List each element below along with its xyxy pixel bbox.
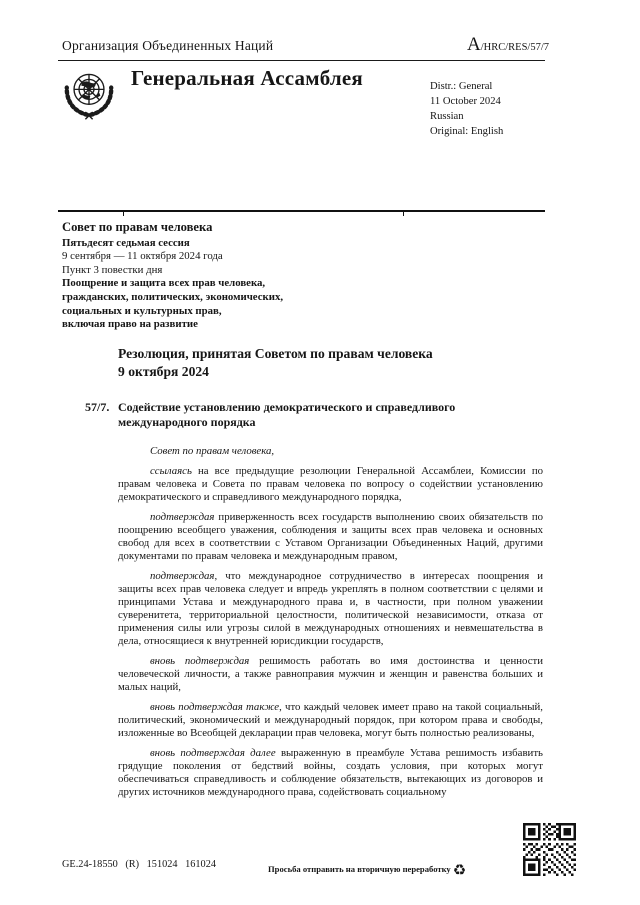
resolution-title-line: Резолюция, принятая Советом по правам человека [118,346,433,361]
distr-block [430,79,503,139]
resolution-number: 57/7. [85,400,110,414]
paragraph-lead: вновь подтверждая [150,655,250,668]
doc-symbol [467,34,549,56]
council-name: Совет по правам человека [62,220,213,234]
preambular-paragraph [118,747,543,799]
distr-language: Russian [430,111,464,122]
un-emblem-icon [60,64,118,122]
doc-symbol-letter: A [467,34,481,55]
distr-line: Distr.: General [430,81,493,92]
paragraph-text: решимость работать во имя достоинства и ценности человеческой личности, а также равноправия мужчин и женщин и равенства больших и малых наций, [118,655,543,694]
preambular-paragraph [118,701,543,740]
rule-tick [403,212,404,216]
resolution-heading: Содействие установлению демократического и справедливого международного порядка [118,400,456,430]
resolution-title [118,345,548,380]
resolution-title-line: 9 октября 2024 [118,363,209,379]
paragraph-text: , что каждый человек имеет право на такой социальный, политический, экономический и международный порядок, при котором права и свободы, изложенные во Всеобщей декларации прав человека, могут быть полностью реализованы, [118,701,543,740]
agenda-item: Пункт 3 повестки дня [62,263,163,276]
footer-reference: GE.24-18550 (R) 151024 161024 [62,859,216,870]
recycle-icon: ♻ [452,861,467,879]
assembly-title: Генеральная Ассамблея [131,66,363,90]
paragraph-text: приверженность всех государств выполнению своих обязательств по поощрению всеобщего уважения, соблюдения и защиты всех прав человека и основных свобод для всех в соответствии с Уставом Организации Объединенных Наций, другими документами по правам человека и международным правом, [118,511,543,563]
paragraph-lead: подтверждая [150,570,215,583]
agenda-title-line: гражданских, политических, экономических, [62,290,284,303]
qr-code [523,823,576,876]
agenda-title-line: включая право на развитие [62,318,198,331]
preambular-paragraph [118,655,543,694]
paragraph-lead: ссылаясь [150,465,192,478]
doc-symbol-rest: /HRC/RES/57/7 [480,42,549,53]
rule-tick [123,212,124,216]
session-block [62,221,392,332]
preambular-paragraph [118,465,543,504]
preambular-paragraph [118,511,543,563]
resolution-heading-row [85,400,525,430]
paragraph-text: выраженную в преамбуле Устава решимость избавить грядущие поколения от бедствий войны, создать условия, при которых могут обеспечиваться справедливость и соблюдение обязательств, вытекающих из договоров и других источников международного права, содействовать социальному [118,747,543,799]
paragraph-lead: подтверждая [150,511,215,524]
masthead-rule-thick [58,210,545,212]
paragraph-lead: вновь подтверждая далее [150,747,276,760]
distr-date: 11 October 2024 [430,96,501,107]
recycle-note-text: Просьба отправить на вторичную переработку [268,864,451,874]
agenda-title-line: Поощрение и защита всех прав человека, [62,277,266,290]
paragraph-lead: вновь подтверждая также [150,701,280,714]
resolution-body [118,445,543,806]
session-dates: 9 сентября — 11 октября 2024 года [62,250,223,263]
recycle-note [268,861,466,879]
agenda-title-line: социальных и культурных прав, [62,304,222,317]
masthead-rule-thin [58,60,545,61]
distr-original: Original: English [430,126,504,137]
paragraph-text: , что международное сотрудничество в интересах поощрения и защиты всех прав человека следует и впредь укреплять в полном соответствии с целями и принципами Устава и международного права и, в частности, при полном уважении суверенитета, территориальной целостности, политической независимости, отказа от применения силы или угрозы силой в международных отношениях и невмешательства в дела, относящиеся к внутренней юрисдикции государств, [118,570,543,647]
org-name: Организация Объединенных Наций [62,38,274,53]
paragraph-text: на все предыдущие резолюции Генеральной Ассамблеи, Комиссии по правам человека и Совета по правам человека по вопросу о содействии установлению демократического и справедливого международного порядка, [118,465,543,504]
preambular-paragraph [118,570,543,647]
salutation: Совет по правам человека, [150,445,275,457]
session-number: Пятьдесят седьмая сессия [62,236,190,249]
